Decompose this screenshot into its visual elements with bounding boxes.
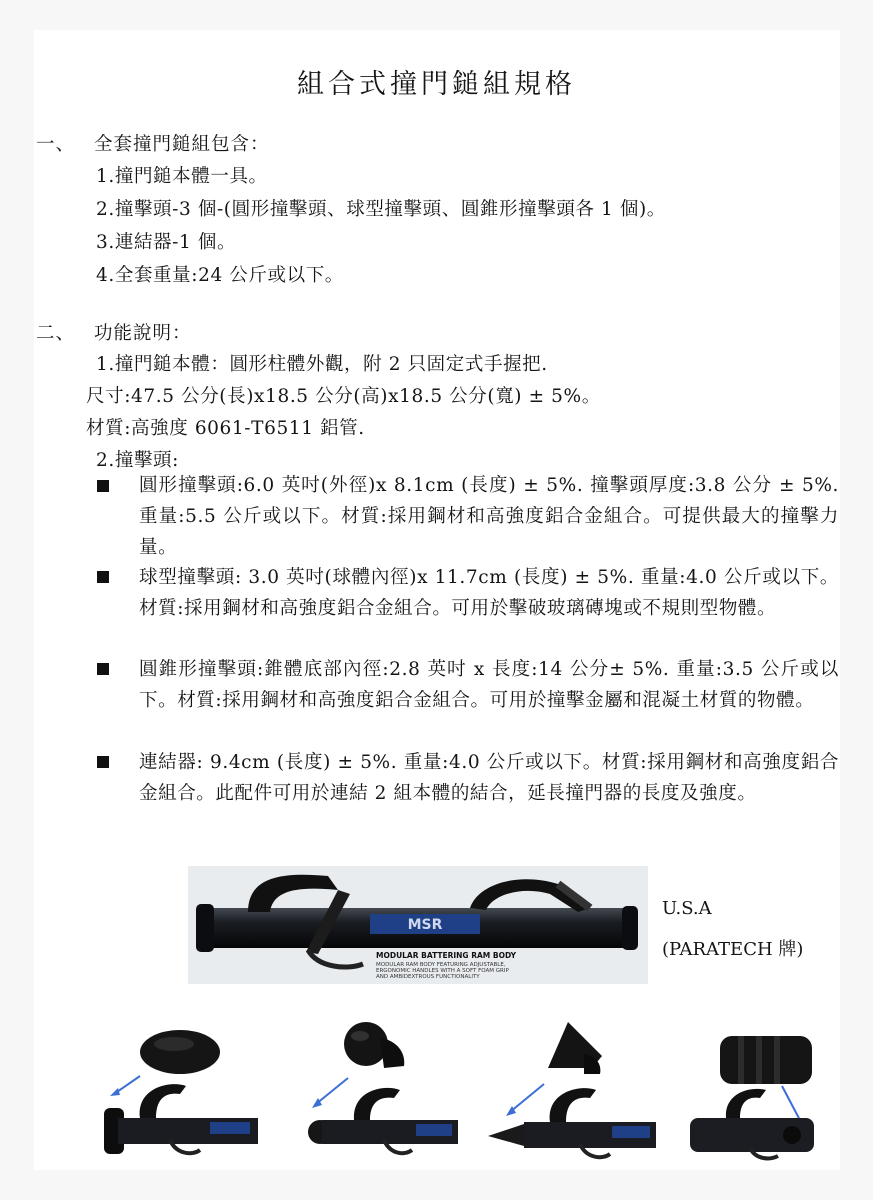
section-1-title: 全套撞門鎚組包含： — [94, 134, 270, 155]
bullet-square-icon — [97, 756, 109, 768]
photo-caption-line: AND AMBIDEXTROUS FUNCTIONALITY — [376, 974, 480, 980]
origin-country: U.S.A — [662, 898, 712, 919]
section-1-line: 2.撞擊頭-3 個-(圓形撞擊頭、球型撞擊頭、圓錐形撞擊頭各 1 個)。 — [96, 199, 666, 220]
section-2-line: 2.撞擊頭: — [96, 450, 179, 471]
ball-head-photo — [300, 1018, 460, 1163]
bullet-square-icon — [97, 571, 109, 583]
bullet-square-icon — [97, 480, 109, 492]
msr-logo: MSR — [407, 917, 443, 933]
section-2-line: 1.撞門鎚本體：圓形柱體外觀，附 2 只固定式手握把. — [96, 354, 548, 375]
origin-brand: (PARATECH 牌) — [662, 939, 804, 960]
section-1-number: 一、 — [36, 134, 76, 155]
bullet-cone-head: 圓錐形撞擊頭:錐體底部內徑:2.8 英吋 x 長度:14 公分± 5%. 重量:3.5 公斤或以下。材質:採用鋼材和高強度鋁合金組合。可用於撞擊金屬和混凝土材質的物體。 — [139, 659, 839, 711]
cone-head-photo — [484, 1020, 659, 1165]
photo-caption-title: MODULAR BATTERING RAM BODY — [376, 951, 517, 960]
section-1-line: 3.連結器-1 個。 — [96, 232, 237, 253]
section-2-number: 二、 — [36, 323, 76, 344]
section-1-line: 1.撞門鎚本體一具。 — [96, 166, 268, 187]
section-2-line: 尺寸:47.5 公分(長)x18.5 公分(高)x18.5 公分(寬) ± 5%。 — [86, 386, 601, 407]
section-2-title: 功能說明： — [94, 323, 192, 344]
battering-ram-photo — [188, 866, 648, 984]
section-1-line: 4.全套重量:24 公斤或以下。 — [96, 265, 344, 286]
coupler-photo — [690, 1026, 820, 1161]
round-head-photo — [100, 1022, 260, 1162]
bullet-round-head: 圓形撞擊頭:6.0 英吋(外徑)x 8.1cm (長度) ± 5%. 撞擊頭厚度:3.8 公分 ± 5%. 重量:5.5 公斤或以下。材質:採用鋼材和高強度鋁合金組合。可提供最大的撞擊力量。 — [139, 475, 839, 558]
section-2-line: 材質:高強度 6061-T6511 鋁管. — [86, 418, 365, 439]
photo-caption-line: ERGONOMIC HANDLES WITH A SOFT FOAM GRIP — [376, 968, 509, 974]
bullet-coupler: 連結器: 9.4cm (長度) ± 5%. 重量:4.0 公斤或以下。材質:採用鋼材和高強度鋁合金組合。此配件可用於連結 2 組本體的結合，延長撞門器的長度及強度。 — [139, 752, 839, 804]
document-title: 組合式撞門鎚組規格 — [297, 69, 576, 100]
photo-caption-line: MODULAR RAM BODY FEATURING ADJUSTABLE, — [376, 962, 506, 968]
bullet-ball-head: 球型撞擊頭: 3.0 英吋(球體內徑)x 11.7cm (長度) ± 5%. 重量:4.0 公斤或以下。材質:採用鋼材和高強度鋁合金組合。可用於擊破玻璃磚塊或不規則型物體。 — [139, 567, 839, 619]
bullet-square-icon — [97, 663, 109, 675]
